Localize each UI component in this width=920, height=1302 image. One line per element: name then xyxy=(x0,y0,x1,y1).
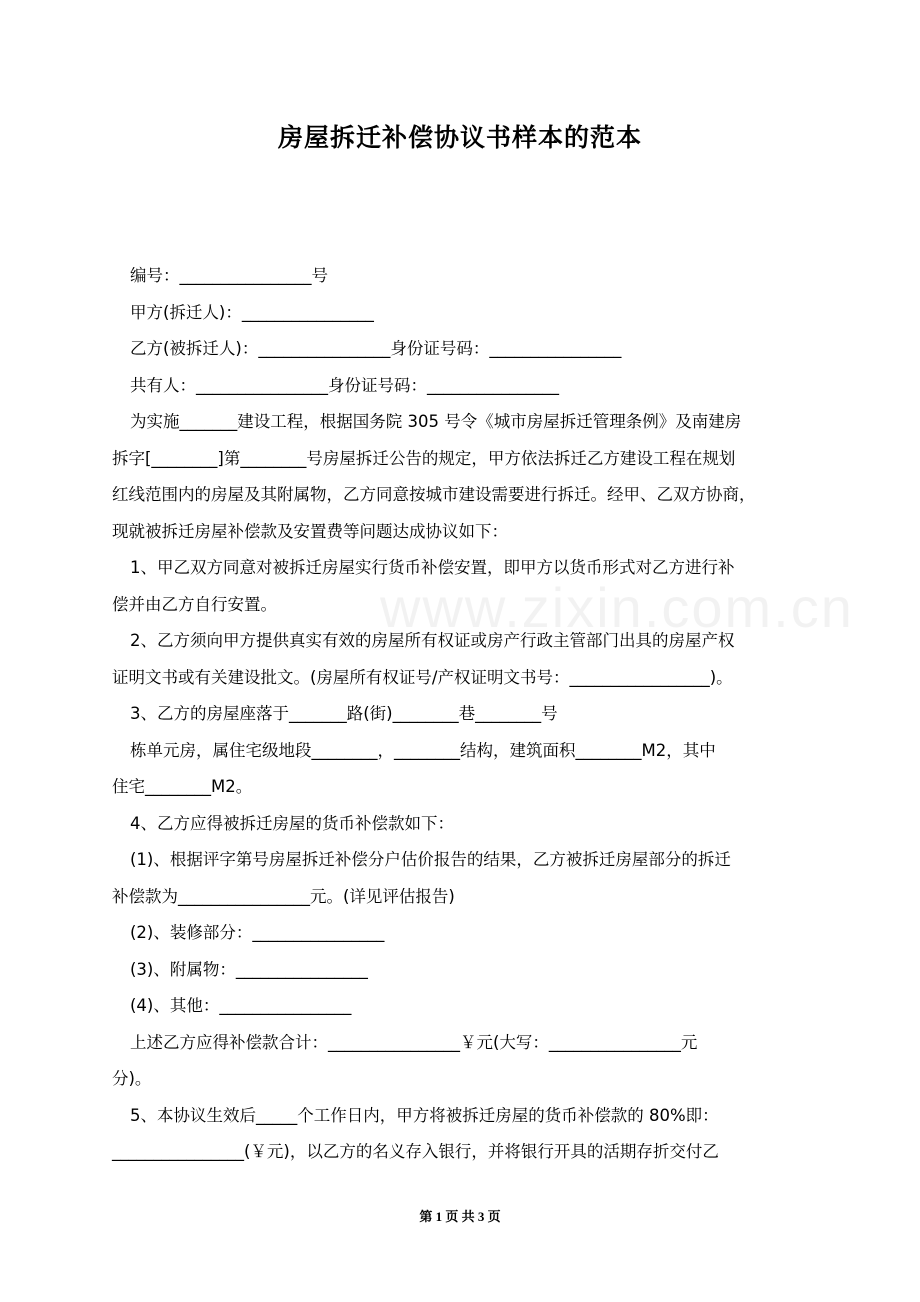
clause-4-item-1-line: (1)、根据评字第号房屋拆迁补偿分户估价报告的结果，乙方被拆迁房屋部分的拆迁 xyxy=(130,850,731,869)
watermark: www.zixin.com.cn xyxy=(380,576,854,639)
page-footer: 第 1 页 共 3 页 xyxy=(419,1209,501,1224)
clause-1-line: 1、甲乙双方同意对被拆迁房屋实行货币补偿安置，即甲方以货币形式对乙方进行补 xyxy=(130,558,735,577)
paragraph-line: 拆字[________]第________号房屋拆迁公告的规定，甲方依法拆迁乙方建设工程在规划 xyxy=(112,448,736,468)
clause-4-item-1-line: 补偿款为________________元。(详见评估报告) xyxy=(112,886,455,906)
clause-4-item-3-line: (3)、附属物：________________ xyxy=(130,959,368,979)
clause-2-line: 证明文书或有关建设批文。(房屋所有权证号/产权证明文书号：_________________)。 xyxy=(112,667,733,687)
party-a-line: 甲方(拆迁人)：________________ xyxy=(130,302,374,322)
party-b-line: 乙方(被拆迁人)：________________身份证号码：________________ xyxy=(130,339,622,358)
clause-4-line: 4、乙方应得被拆迁房屋的货币补偿款如下： xyxy=(130,813,454,833)
paragraph-line: 现就被拆迁房屋补偿款及安置费等问题达成协议如下： xyxy=(112,521,508,541)
co-owner-line: 共有人：________________身份证号码：________________ xyxy=(130,375,559,395)
clause-3-line: 住宅________M2。 xyxy=(112,777,253,796)
clause-5-line: ________________(￥元)，以乙方的名义存入银行，并将银行开具的活期存折交付乙 xyxy=(112,1142,719,1161)
paragraph-line: 为实施_______建设工程，根据国务院 305 号令《城市房屋拆迁管理条例》及南建房 xyxy=(130,412,742,431)
clause-4-item-4-line: (4)、其他：________________ xyxy=(130,996,352,1015)
clause-5-line: 5、本协议生效后_____个工作日内，甲方将被拆迁房屋的货币补偿款的 80%即： xyxy=(130,1105,719,1125)
clause-2-line: 2、乙方须向甲方提供真实有效的房屋所有权证或房产行政主管部门出具的房屋产权 xyxy=(130,631,735,650)
clause-4-item-2-line: (2)、装修部分：________________ xyxy=(130,923,385,942)
document-body xyxy=(112,258,818,1171)
clause-1-line: 偿并由乙方自行安置。 xyxy=(112,594,277,614)
document-title: 房屋拆迁补偿协议书样本的范本 xyxy=(277,123,642,152)
total-compensation-line: 上述乙方应得补偿款合计：________________￥元(大写：________________元 xyxy=(130,1032,698,1052)
serial-number-line: 编号：________________号 xyxy=(130,266,328,285)
total-compensation-line: 分)。 xyxy=(112,1069,152,1088)
paragraph-line: 红线范围内的房屋及其附属物，乙方同意按城市建设需要进行拆迁。经甲、乙双方协商， xyxy=(112,485,756,504)
clause-3-line: 3、乙方的房屋座落于_______路(街)________巷________号 xyxy=(130,704,558,723)
clause-3-line: 栋单元房，属住宅级地段________，________结构，建筑面积________M2，其中 xyxy=(130,740,716,760)
